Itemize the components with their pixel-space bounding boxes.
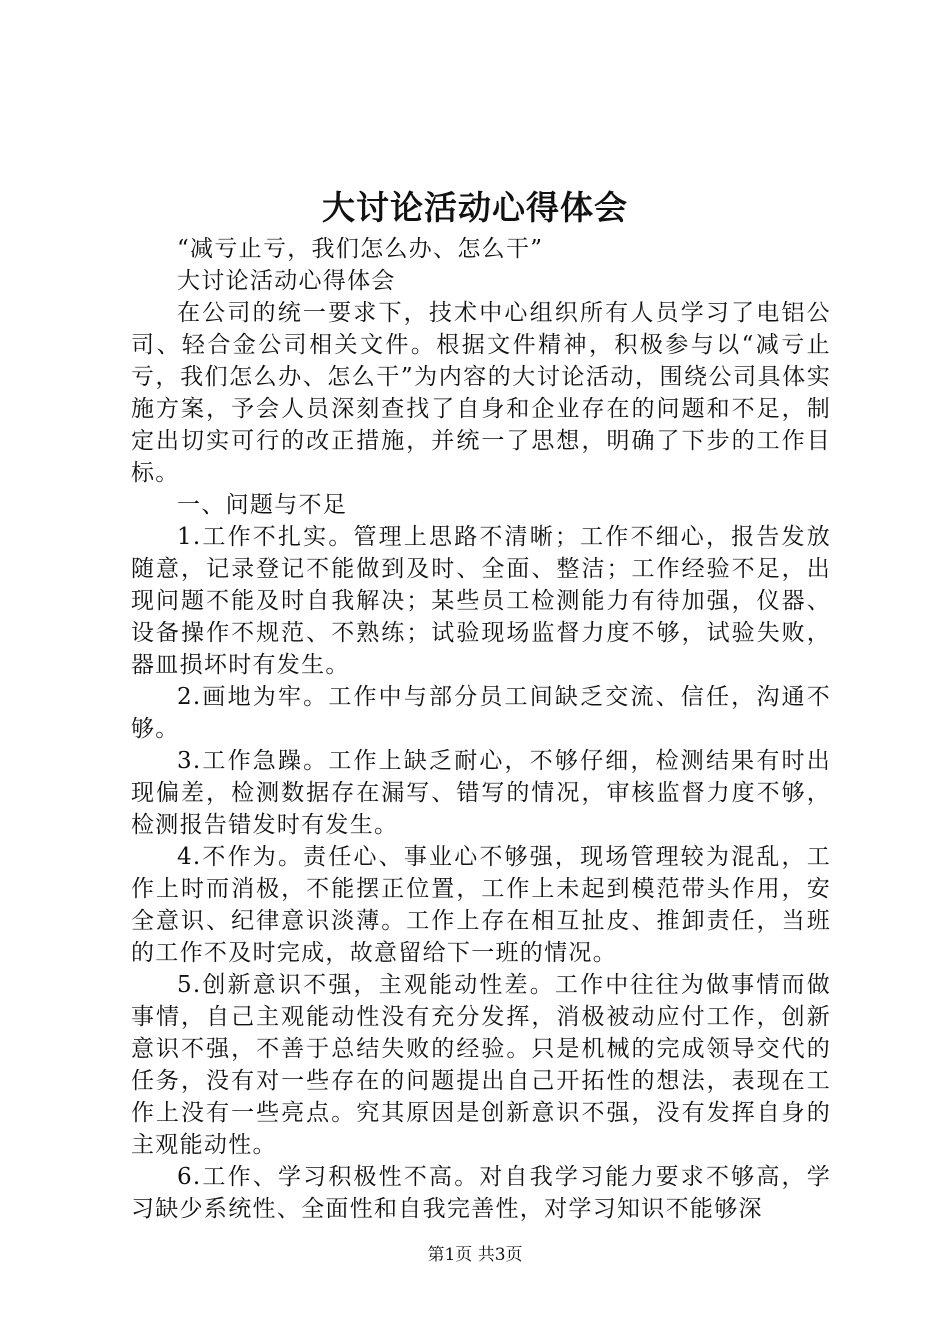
intro-paragraph: 在公司的统一要求下，技术中心组织所有人员学习了电铝公司、轻合金公司相关文件。根据文件精神，积极参与以“减亏止亏，我们怎么办、怎么干”为内容的大讨论活动，围绕公司具体实施方案，予会人员深刻查找了自身和企业存在的问题和不足，制定出切实可行的改正措施，并统一了思想，明确了下步的工作目标。 bbox=[131, 300, 831, 486]
document-body bbox=[131, 233, 831, 1225]
page-footer: 第1页 共3页 bbox=[427, 1245, 523, 1265]
problem-item-2: 2.画地为牢。工作中与部分员工间缺乏交流、信任，沟通不够。 bbox=[131, 684, 831, 742]
problem-item-5: 5.创新意识不强，主观能动性差。工作中往往为做事情而做事情，自己主观能动性没有充分发挥，消极被动应付工作，创新意识不强，不善于总结失败的经验。只是机械的完成领导交代的任务，没有对一些存在的问题提出自己开拓性的想法，表现在工作上没有一些亮点。究其原因是创新意识不强，没有发挥自身的主观能动性。 bbox=[131, 972, 831, 1158]
document-title: 大讨论活动心得体会 bbox=[322, 188, 628, 227]
problem-item-3: 3.工作急躁。工作上缺乏耐心，不够仔细，检测结果有时出现偏差，检测数据存在漏写、错写的情况，审核监督力度不够，检测报告错发时有发生。 bbox=[131, 748, 831, 838]
section-heading-problems: 一、问题与不足 bbox=[177, 492, 348, 518]
problem-item-6: 6.工作、学习积极性不高。对自我学习能力要求不够高，学习缺少系统性、全面性和自我完善性，对学习知识不能够深 bbox=[131, 1164, 831, 1222]
problem-item-4: 4.不作为。责任心、事业心不够强，现场管理较为混乱，工作上时而消极，不能摆正位置，工作上未起到模范带头作用，安全意识、纪律意识淡薄。工作上存在相互扯皮、推卸责任，当班的工作不及时完成，故意留给下一班的情况。 bbox=[131, 844, 831, 966]
subtitle-heading: 大讨论活动心得体会 bbox=[177, 268, 396, 294]
problem-item-1: 1.工作不扎实。管理上思路不清晰；工作不细心，报告发放随意，记录登记不能做到及时、全面、整洁；工作经验不足，出现问题不能及时自我解决；某些员工检测能力有待加强，仪器、设备操作不规范、不熟练；试验现场监督力度不够，试验失败，器皿损坏时有发生。 bbox=[131, 524, 831, 678]
subtitle-quote: “减亏止亏，我们怎么办、怎么干” bbox=[177, 236, 544, 262]
